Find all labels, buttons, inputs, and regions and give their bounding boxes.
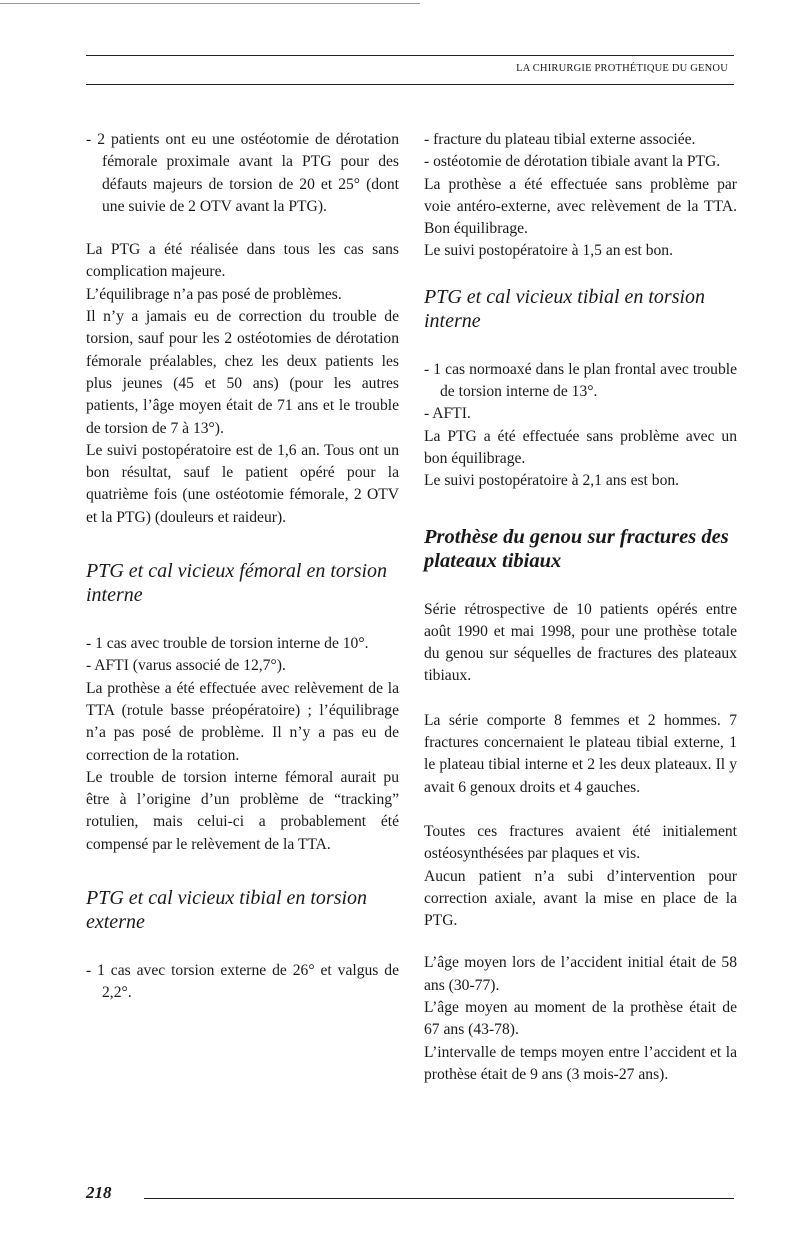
paragraph: Le suivi postopératoire est de 1,6 an. Tous ont un bon résultat, sauf le patient opéré pour la quatrième fois (une ostéotomie fémorale, 2 OTV et la PTG) (douleurs et raideur). [86,441,399,526]
footer-rule [144,1198,734,1199]
paragraph: Aucun patient n’a subi d’intervention pour correction axiale, avant la mise en place de la PTG. [424,867,737,930]
paragraph: L’âge moyen lors de l’accident initial était de 58 ans (30-77). [424,954,737,994]
scan-top-rule [0,3,420,4]
subsection-heading: PTG et cal vicieux fémoral en torsion interne [86,560,388,607]
paragraph: L’âge moyen au moment de la prothèse était de 67 ans (43-78). [424,999,737,1039]
bullet-item: - AFTI. [424,405,471,423]
section-heading: Prothèse du genou sur fractures des plateaux tibiaux [424,525,729,572]
paragraph: L’équilibrage n’a pas posé de problèmes. [86,285,342,303]
paragraph: Il n’y a jamais eu de correction du trouble de torsion, sauf pour les 2 ostéotomies de dérotation fémorale préalables, chez les deux patients les plus jeunes (45 et 50 ans) (pour les autres patients, l’âge moyen était de 71 ans et le trouble de torsion de 7 à 13°). [86,308,399,437]
bullet-item: - 1 cas avec trouble de torsion interne de 10°. [86,635,369,653]
page-header [86,55,734,85]
page-number: 218 [86,1183,112,1202]
running-head: LA CHIRURGIE PROTHÉTIQUE DU GENOU [516,63,728,74]
bullet-item: - 1 cas normoaxé dans le plan frontal avec trouble de torsion interne de 13°. [424,360,737,401]
paragraph: La prothèse a été effectuée avec relèvement de la TTA (rotule basse préopératoire) ; l’équilibrage n’a pas posé de problème. Il n’y a pas eu de correction de la rotation. [86,679,399,764]
bullet-item: - ostéotomie de dérotation tibiale avant la PTG. [424,153,721,171]
bullet-item: - 2 patients ont eu une ostéotomie de dérotation fémorale proximale avant la PTG pour des défauts majeurs de torsion de 20 et 25° (dont une suivie de 2 OTV avant la PTG). [86,131,399,215]
paragraph: L’intervalle de temps moyen entre l’accident et la prothèse était de 9 ans (3 mois-27 ans). [424,1043,737,1083]
paragraph: La PTG a été effectuée sans problème avec un bon équilibrage. [424,427,737,467]
left-column [86,129,399,1005]
subsection-heading: PTG et cal vicieux tibial en torsion externe [86,887,368,934]
paragraph: Le suivi postopératoire à 2,1 ans est bon. [424,472,680,490]
paragraph: La prothèse a été effectuée sans problème par voie antéro-externe, avec relèvement de la TTA. Bon équilibrage. [424,175,737,238]
paragraph: Toutes ces fractures avaient été initialement ostéosynthésées par plaques et vis. [424,822,737,863]
bullet-item: - fracture du plateau tibial externe associée. [424,131,696,148]
bullet-item: - AFTI (varus associé de 12,7°). [86,657,286,675]
bullet-item: - 1 cas avec torsion externe de 26° et valgus de 2,2°. [86,962,399,1002]
paragraph: Série rétrospective de 10 patients opérés entre août 1990 et mai 1998, pour une prothèse totale du genou sur séquelles de fractures des plateaux tibiaux. [424,600,737,685]
paragraph: Le suivi postopératoire à 1,5 an est bon. [424,242,674,260]
paragraph: Le trouble de torsion interne fémoral aurait pu être à l’origine d’un problème de “tracking” rotulien, mais celui-ci a probablement été compensé par le relèvement de la TTA. [86,768,399,853]
subsection-heading: PTG et cal vicieux tibial en torsion interne [424,285,706,332]
right-column [424,129,737,1086]
paragraph: La PTG a été réalisée dans tous les cas sans complication majeure. [86,241,399,281]
paragraph: La série comporte 8 femmes et 2 hommes. 7 fractures concernaient le plateau tibial externe, 1 le plateau tibial interne et 2 les deux plateaux. Il y avait 6 genoux droits et 4 gauches. [424,711,737,796]
